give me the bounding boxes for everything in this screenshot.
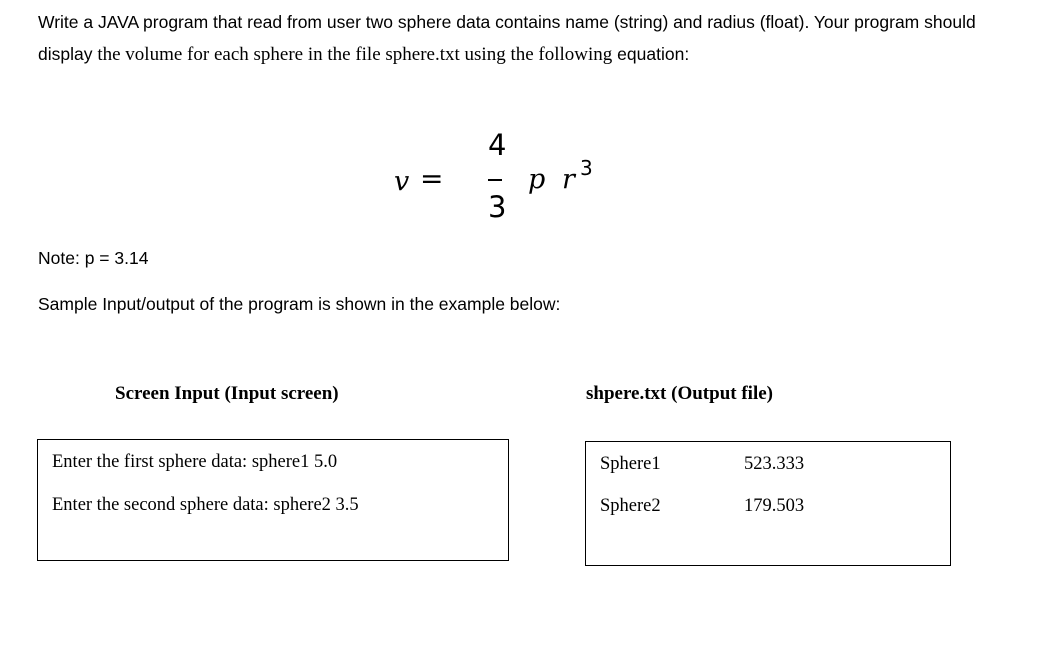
output-sphere-volume: 179.503 — [744, 496, 805, 516]
output-file-box — [585, 441, 951, 566]
question-text — [38, 6, 1028, 71]
question-part-2: the volume for each sphere in the file sphere.txt using the following — [97, 44, 613, 65]
question-part-1: Write a JAVA program that read from user two sphere data contains name (string) and radius (float). Your program should display — [38, 12, 976, 64]
formula-lhs: v — [394, 166, 410, 197]
input-screen-box — [37, 439, 509, 561]
input-line-1: Enter the first sphere data: sphere1 5.0 — [52, 452, 338, 472]
formula-exponent: 3 — [580, 156, 593, 180]
output-heading: shpere.txt (Output file) — [586, 383, 773, 404]
question-part-3: equation: — [612, 44, 690, 64]
note-text: Note: p = 3.14 — [38, 248, 149, 268]
output-sphere-name: Sphere2 — [600, 496, 661, 516]
volume-formula — [390, 128, 650, 238]
output-sphere-name: Sphere1 — [600, 454, 661, 474]
output-sphere-volume: 523.333 — [744, 454, 805, 474]
formula-denominator: 3 — [488, 190, 507, 224]
sample-description: Sample Input/output of the program is shown in the example below: — [38, 294, 561, 314]
formula-r: r — [562, 164, 575, 195]
fraction-bar — [488, 179, 502, 181]
input-heading: Screen Input (Input screen) — [115, 383, 339, 404]
formula-numerator: 4 — [488, 128, 507, 162]
formula-p: p — [528, 164, 546, 195]
input-line-2: Enter the second sphere data: sphere2 3.5 — [52, 495, 359, 515]
formula-equals: = — [420, 162, 444, 195]
